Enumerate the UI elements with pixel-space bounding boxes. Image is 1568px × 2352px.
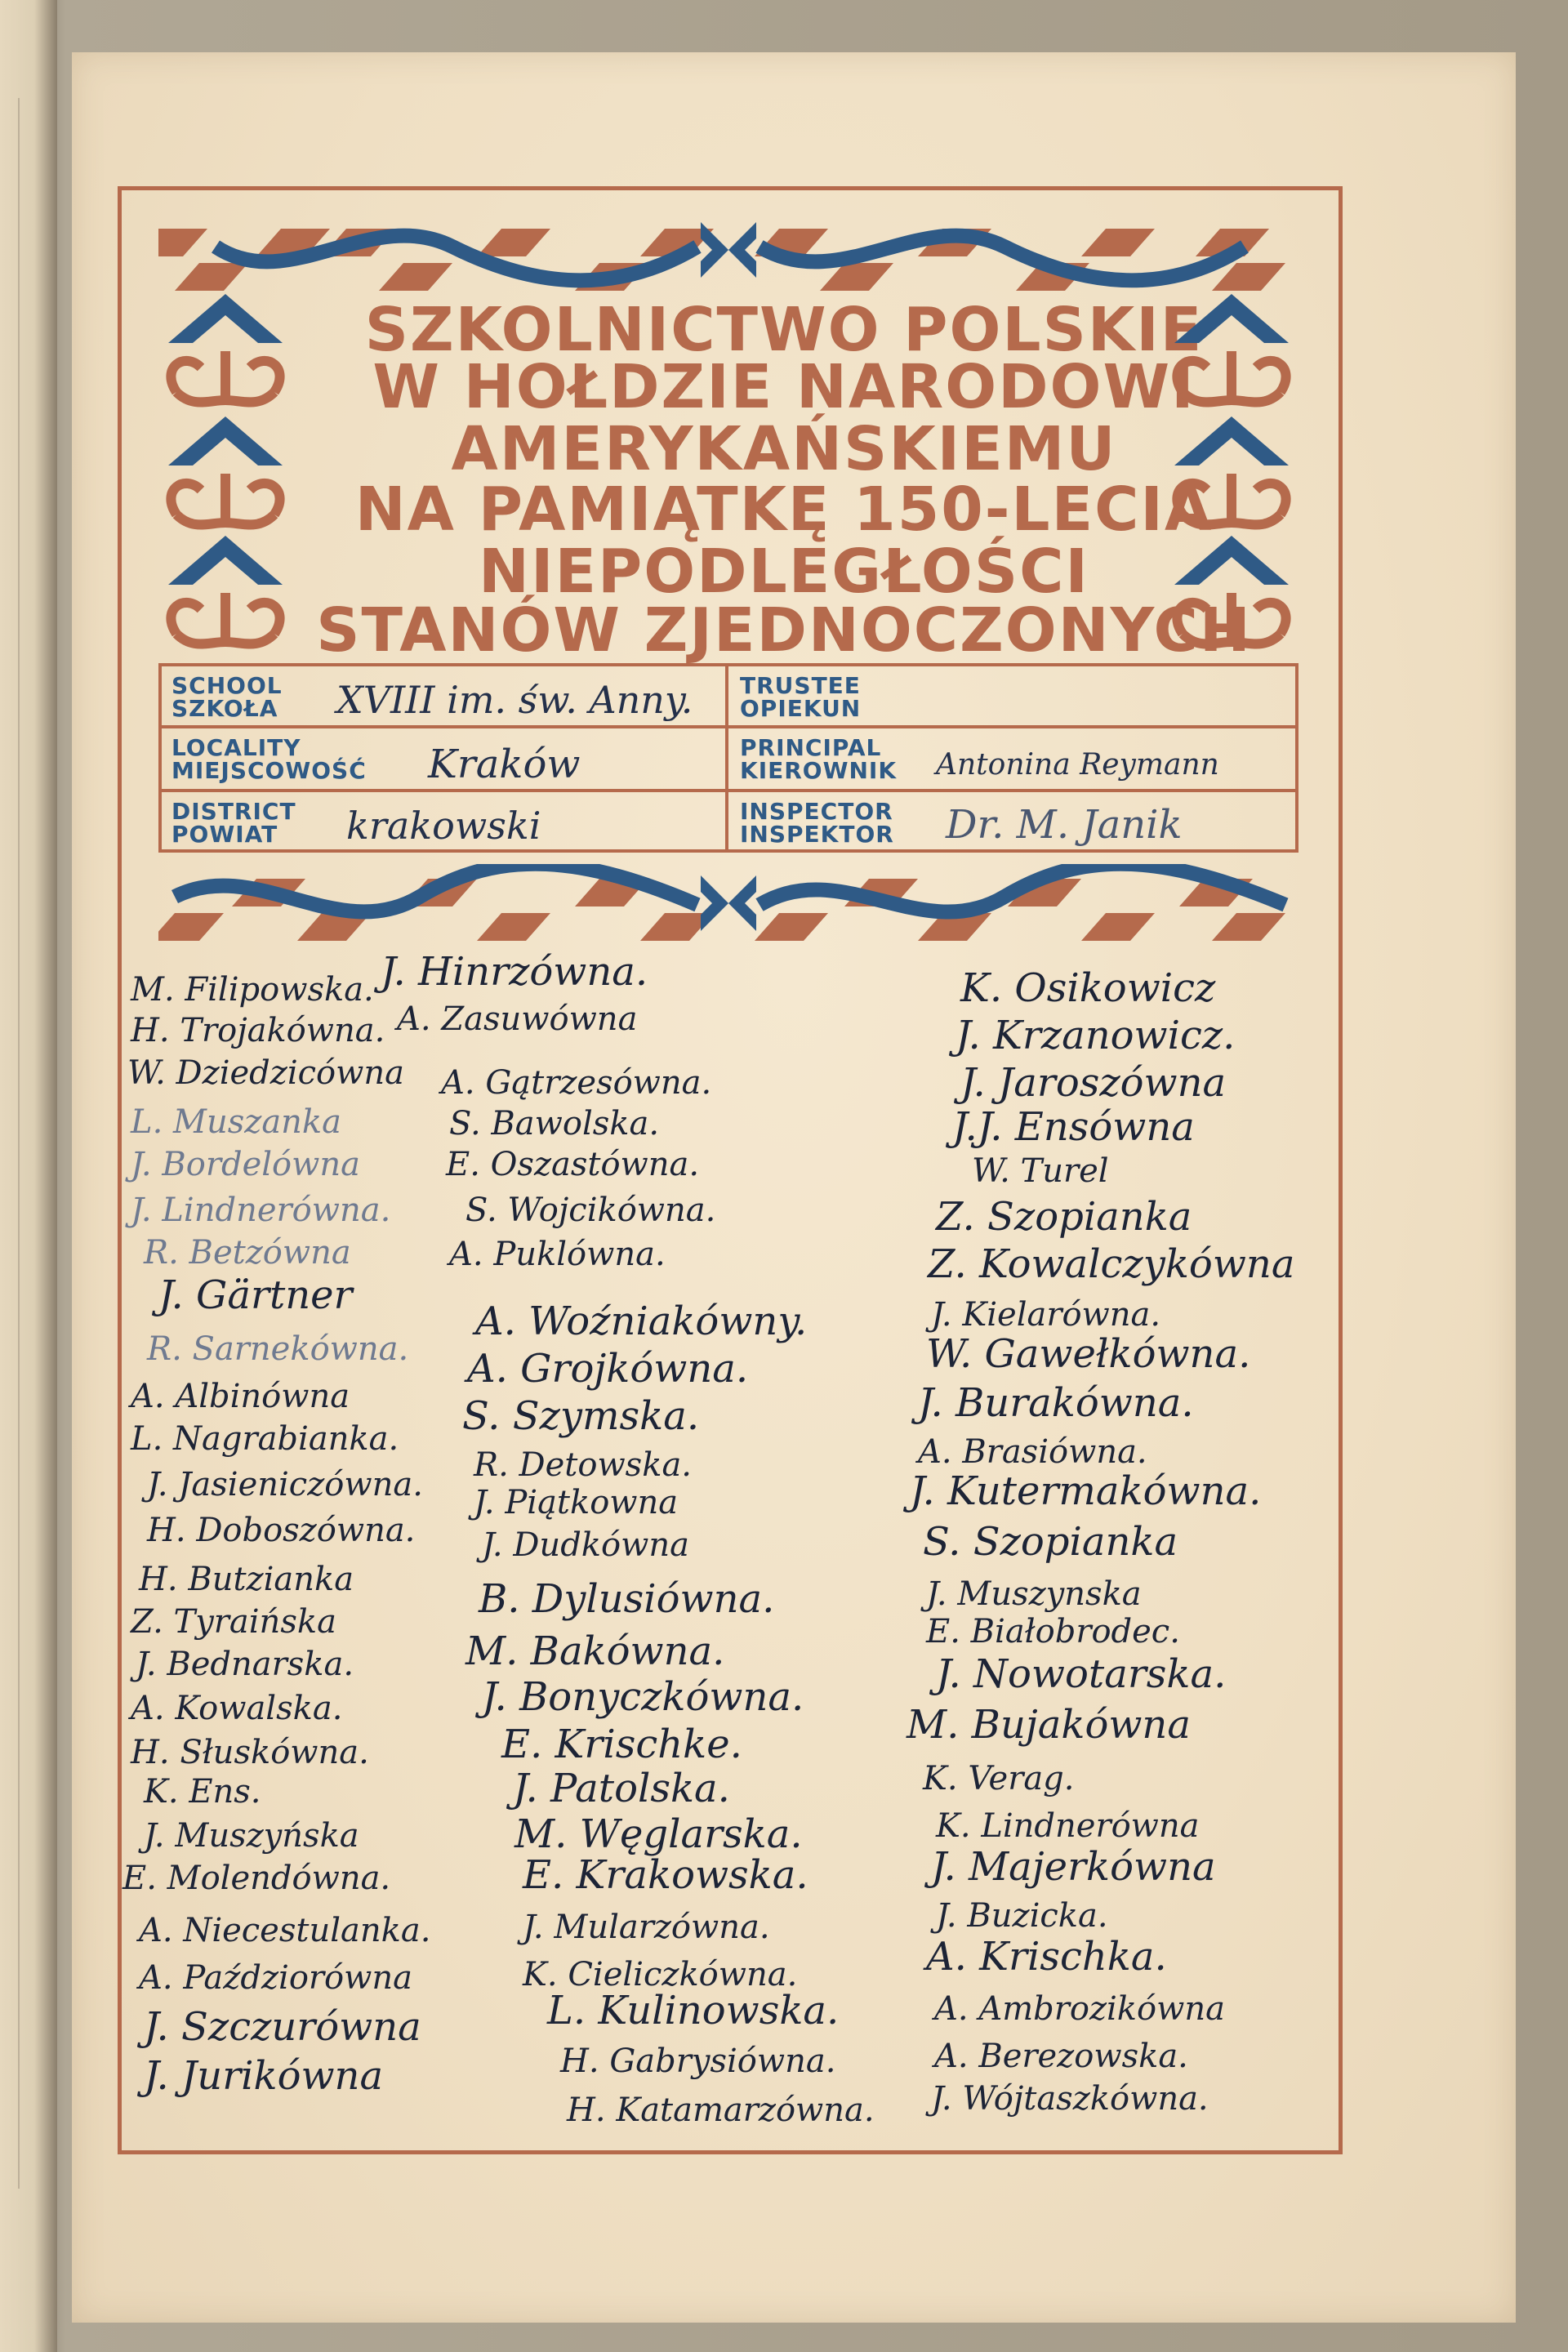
signature: R. Sarnekówna. [147, 1330, 409, 1368]
trustee-label-en: TRUSTEE [740, 672, 861, 699]
signature: A. Paździorówna [139, 1959, 412, 1997]
signature: J. Nowotarska. [936, 1651, 1227, 1697]
signature: M. Bujakówna [906, 1702, 1191, 1748]
principal-label-pl: KIEROWNIK [740, 757, 898, 784]
school-value: XVIII im. św. Anny. [336, 678, 693, 722]
inspector-label-en: INSPECTOR [740, 798, 893, 825]
signature: E. Krischke. [501, 1722, 742, 1767]
signature: J. Majerkówna [931, 1844, 1216, 1890]
inspector-value: Dr. M. Janik [946, 802, 1183, 848]
signature: J. Jaroszówna [960, 1060, 1227, 1106]
signature: A. Zasuwówna [397, 1000, 638, 1038]
signature: Z. Szopianka [936, 1194, 1192, 1240]
info-table-column-divider [725, 666, 728, 849]
signature: J. Hinrzówna. [381, 949, 648, 995]
signature: L. Nagrabianka. [131, 1420, 399, 1458]
locality-value: Kraków [428, 742, 581, 787]
signature: S. Bawolska. [449, 1105, 660, 1143]
signature: J. Dudkówna [482, 1526, 689, 1564]
signature: A. Grojkówna. [467, 1346, 749, 1392]
signature: K. Verag. [923, 1760, 1075, 1797]
signature: J. Kutermakówna. [910, 1468, 1262, 1514]
signature: A. Ambrozikówna [934, 1990, 1225, 2028]
signature: J. Bednarska. [136, 1646, 354, 1683]
left-side-ornament [160, 294, 291, 653]
signature: H. Doboszówna. [147, 1512, 416, 1549]
right-side-ornament [1166, 294, 1297, 653]
info-table-row-divider-2 [162, 789, 1295, 792]
signature: J. Lindnerówna. [131, 1192, 391, 1229]
signature: Z. Kowalczykówna [928, 1241, 1295, 1287]
signature: L. Muszanka [131, 1103, 342, 1141]
school-label-en: SCHOOL [172, 672, 283, 699]
signature: E. Białobrodec. [926, 1613, 1180, 1650]
signature: S. Wojcikówna. [466, 1192, 716, 1229]
signature: M. Filipowska. [131, 971, 374, 1009]
title-line-1: SZKOLNICTWO POLSKIE [364, 295, 1204, 365]
locality-label-pl: MIEJSCOWOŚĆ [172, 757, 367, 784]
signature: K. Lindnerówna [936, 1807, 1200, 1845]
signature: J. Piątkowna [474, 1484, 679, 1521]
title-line-2: W HOŁDZIE NARODOWI [372, 352, 1196, 422]
signature: B. Dylusiówna. [479, 1576, 775, 1622]
signature: R. Betzówna [144, 1234, 351, 1272]
signature: J. Wójtaszkówna. [931, 2080, 1209, 2118]
signature: A. Gątrzesówna. [441, 1064, 712, 1102]
signature: A. Kowalska. [131, 1690, 343, 1727]
signature: J. Bordelówna [131, 1146, 360, 1183]
signature: E. Oszastówna. [446, 1146, 700, 1183]
signature: W. Gawełkówna. [926, 1331, 1251, 1377]
principal-value: Antonina Reymann [936, 748, 1219, 782]
locality-label-en: LOCALITY [172, 734, 301, 761]
signature: J. Gärtner [158, 1272, 353, 1318]
signature: E. Molendówna. [122, 1860, 391, 1897]
district-value: krakowski [346, 804, 541, 848]
top-ornament-band [158, 214, 1298, 296]
signature: J.J. Ensówna [952, 1104, 1195, 1150]
signature: A. Krischka. [926, 1934, 1167, 1980]
signature: A. Albinówna [131, 1378, 350, 1415]
signature: J. Muszynska [926, 1575, 1142, 1613]
signature: J. Muszyńska [144, 1817, 359, 1855]
title-line-6: STANÓW ZJEDNOCZONYCH [316, 595, 1252, 666]
signature: J. Szczurówna [144, 2004, 421, 2050]
signature: M. Bakówna. [466, 1628, 725, 1674]
signature: J. Kielarówna. [931, 1296, 1161, 1334]
title-line-4: NA PAMIĄTKĘ 150-LECIA [354, 474, 1214, 545]
district-label-pl: POWIAT [172, 821, 278, 848]
signature: L. Kulinowska. [547, 1988, 840, 2034]
signature: J. Jurikówna [144, 2053, 384, 2099]
signature: K. Cieliczkówna. [523, 1956, 798, 1993]
signature: R. Detowska. [474, 1446, 693, 1484]
signature: H. Katamarzówna. [567, 2091, 875, 2129]
signature: H. Trojakówna. [131, 1012, 385, 1049]
signature: H. Butzianka [139, 1561, 354, 1598]
signature: A. Woźniakówny. [475, 1298, 808, 1344]
signature: Z. Tyraińska [131, 1603, 336, 1641]
signature: S. Szymska. [462, 1393, 700, 1439]
title-line-3: AMERYKAŃSKIEMU [451, 414, 1117, 484]
signature: J. Mularzówna. [523, 1909, 770, 1946]
signature: A. Puklówna. [449, 1236, 666, 1273]
signature: H. Słuskówna. [131, 1734, 369, 1771]
signature: K. Osikowicz [960, 965, 1216, 1011]
signature: A. Brasiówna. [918, 1433, 1147, 1471]
signature: J. Patolska. [513, 1766, 730, 1811]
signature: W. Turel [972, 1152, 1109, 1190]
signature: A. Niecestulanka. [139, 1912, 431, 1949]
district-label-en: DISTRICT [172, 798, 296, 825]
signature: J. Buzicka. [936, 1897, 1108, 1935]
signature: J. Bonyczkówna. [482, 1674, 804, 1720]
signature: A. Berezowska. [934, 2038, 1188, 2075]
signature: W. Dziedzicówna [127, 1054, 404, 1092]
signature: H. Gabrysiówna. [560, 2042, 836, 2080]
trustee-label-pl: OPIEKUN [740, 695, 862, 722]
bottom-ornament-band [158, 864, 1298, 954]
title-line-5: NIEPODLEGŁOŚCI [479, 537, 1089, 607]
signature: M. Węglarska. [514, 1811, 803, 1857]
signature: J. Burakówna. [918, 1380, 1194, 1426]
principal-label-en: PRINCIPAL [740, 734, 882, 761]
info-table [158, 663, 1298, 853]
school-label-pl: SZKOŁA [172, 695, 278, 722]
inspector-label-pl: INSPEKTOR [740, 821, 894, 848]
signature: S. Szopianka [923, 1519, 1178, 1565]
signature: E. Krakowska. [523, 1852, 808, 1898]
signature: K. Ens. [144, 1773, 261, 1811]
signature: J. Jasieniczówna. [147, 1466, 423, 1503]
info-table-row-divider-1 [162, 725, 1295, 728]
signature: J. Krzanowicz. [956, 1013, 1236, 1058]
